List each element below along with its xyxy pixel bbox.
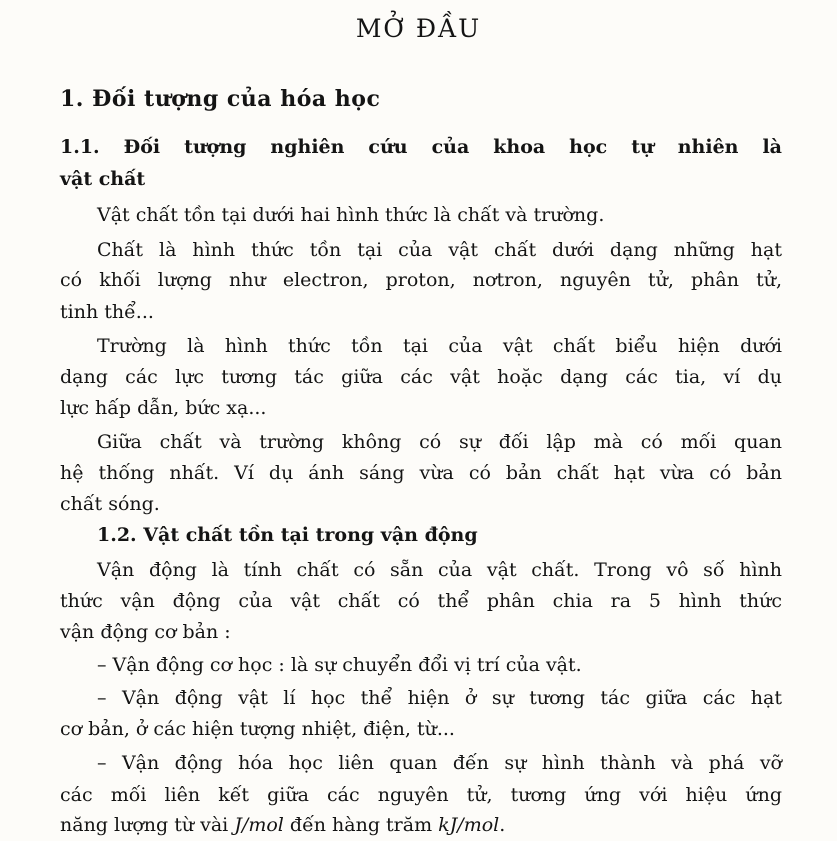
paragraph-2-line-1: Chất là hình thức tồn tại của vật chất dưới dạng những hạt <box>97 239 782 261</box>
bullet-3-line-3-prefix: năng lượng từ vài <box>60 814 229 836</box>
paragraph-2-line-2: có khối lượng như electron, proton, nơtron, nguyên tử, phân tử, <box>60 269 782 291</box>
paragraph-4-line-2: hệ thống nhất. Ví dụ ánh sáng vừa có bản chất hạt vừa có bản <box>60 462 782 484</box>
paragraph-3-line-3: lực hấp dẫn, bức xạ... <box>60 397 267 419</box>
bullet-3-line-2: các mối liên kết giữa các nguyên tử, tương ứng với hiệu ứng <box>60 784 782 806</box>
paragraph-4-line-3: chất sóng. <box>60 493 160 515</box>
bullet-3-line-3 <box>60 816 505 835</box>
bullet-3-line-1: – Vận động hóa học liên quan đến sự hình thành và phá vỡ <box>97 752 782 774</box>
paragraph-5-line-2: thức vận động của vật chất có thể phân chia ra 5 hình thức <box>60 590 782 612</box>
bullet-3-line-3-middle: đến hàng trăm <box>289 814 433 836</box>
bullet-2-line-2: cơ bản, ở các hiện tượng nhiệt, điện, từ... <box>60 718 455 740</box>
paragraph-1-line-1: Vật chất tồn tại dưới hai hình thức là chất và trường. <box>97 204 605 226</box>
page-title: MỞ ĐẦU <box>355 14 482 43</box>
paragraph-5-line-1: Vận động là tính chất có sẵn của vật chất. Trong vô số hình <box>97 559 782 581</box>
paragraph-2-line-3: tinh thể... <box>60 301 154 323</box>
unit-kj-per-mol: kJ/mol <box>438 814 500 836</box>
bullet-1-line-1: – Vận động cơ học : là sự chuyển đổi vị trí của vật. <box>97 654 582 676</box>
paragraph-3-line-2: dạng các lực tương tác giữa các vật hoặc dạng các tia, ví dụ <box>60 366 782 388</box>
paragraph-5-line-3: vận động cơ bản : <box>60 621 231 643</box>
section-1-heading: 1. Đối tượng của hóa học <box>60 86 381 112</box>
section-1-1-heading-line-1: 1.1. Đối tượng nghiên cứu của khoa học tự nhiên là <box>60 136 782 158</box>
paragraph-4-line-1: Giữa chất và trường không có sự đối lập mà có mối quan <box>97 431 782 453</box>
bullet-2-line-1: – Vận động vật lí học thể hiện ở sự tương tác giữa các hạt <box>97 687 782 709</box>
section-1-1-heading-line-2: vật chất <box>60 168 146 190</box>
paragraph-3-line-1: Trường là hình thức tồn tại của vật chất biểu hiện dưới <box>97 335 782 357</box>
bullet-3-line-3-suffix: . <box>499 814 506 836</box>
unit-j-per-mol: J/mol <box>234 814 284 836</box>
section-1-2-heading: 1.2. Vật chất tồn tại trong vận động <box>97 524 478 546</box>
